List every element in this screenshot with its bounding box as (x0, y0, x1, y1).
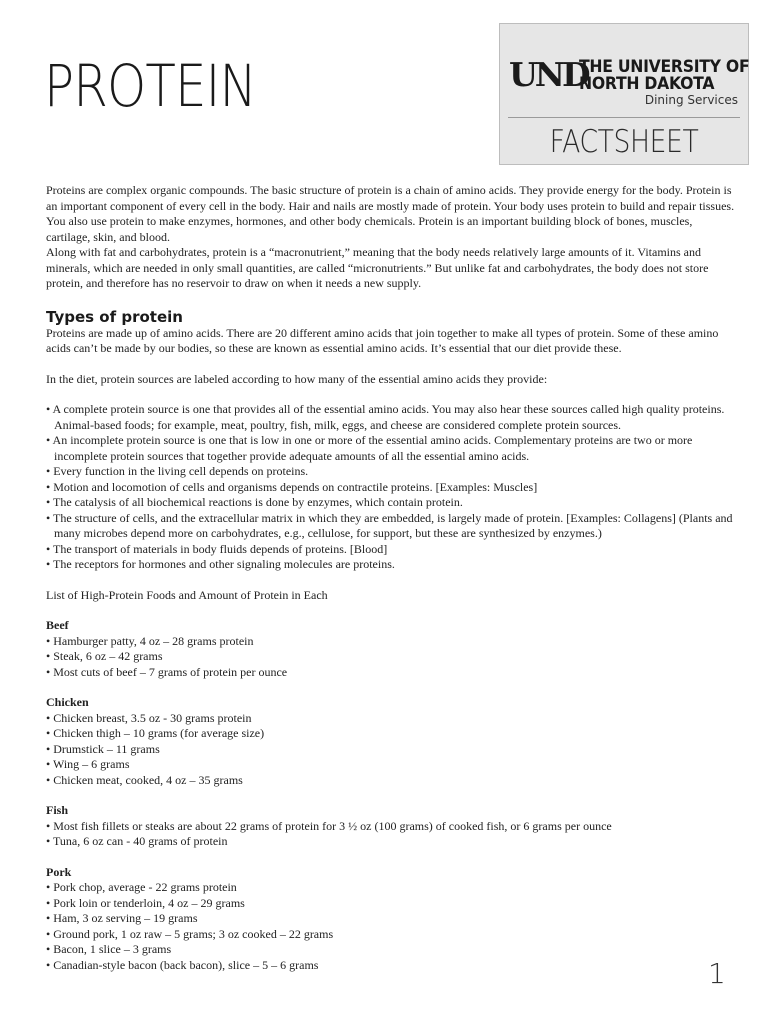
list-item: • Pork chop, average - 22 grams protein (46, 880, 237, 894)
types-paragraph-2: In the diet, protein sources are labeled according to how many of the essential amino acids they provide: (46, 371, 548, 386)
factsheet-label: FACTSHEET (549, 124, 699, 160)
list-item: • Chicken breast, 3.5 oz - 30 grams protein (46, 710, 252, 725)
types-heading: Types of protein (46, 307, 183, 326)
document-body (46, 183, 736, 973)
intro-paragraph-1: Proteins are complex organic compounds. The basic structure of protein is a chain of amino acids. They provide energy for the body. Protein is an important component of every cell in the body. Hair and nails are mostly made of protein. Your body uses protein to build and repair tissues. You also use protein to make enzymes, hormones, and other body chemicals. Protein is an important building block of bones, muscles, cartilage, skin, and blood. (46, 183, 735, 244)
types-bullet: • Motion and locomotion of cells and organisms depends on contractile proteins. [Examples: Muscles] (46, 479, 538, 494)
types-bullet: • The catalysis of all biochemical reactions is done by enzymes, which contain protein. (46, 495, 463, 509)
types-bullet: • The structure of cells, and the extracellular matrix in which they are embedded, is largely made of protein. [Examples: Collagens] (Plants and many microbes depend more on carbohydrates, e.g., cellulose, for support, but these are synthesized by enzymes.) (46, 510, 733, 540)
list-item: • Steak, 6 oz – 42 grams (46, 649, 163, 663)
intro-paragraph-2: Along with fat and carbohydrates, protein is a “macronutrient,” meaning that the body needs relatively large amounts of it. Vitamins and minerals, which are needed in only small quantities, are called “micronutrients.” But unlike fat and carbohydrates, the body does not store protein, and therefore has no reservoir to draw on when it needs a new supply. (46, 245, 709, 290)
und-logo-mark: UND (509, 55, 588, 94)
list-item: • Hamburger patty, 4 oz – 28 grams protein (46, 633, 254, 648)
chicken-heading: Chicken (46, 695, 89, 709)
page-number: 1 (708, 957, 726, 990)
types-bullet: • The receptors for hormones and other signaling molecules are proteins. (46, 557, 395, 571)
list-item: • Drumstick – 11 grams (46, 741, 160, 756)
list-item: • Wing – 6 grams (46, 757, 130, 771)
logo-dining-services: Dining Services (644, 93, 738, 107)
logo-divider (508, 117, 740, 118)
food-list-title: List of High-Protein Foods and Amount of Protein in Each (46, 587, 328, 602)
list-item: • Ham, 3 oz serving – 19 grams (46, 911, 198, 925)
list-item: • Pork loin or tenderloin, 4 oz – 29 grams (46, 895, 245, 910)
page-title: PROTEIN (44, 52, 256, 120)
list-item: • Ground pork, 1 oz raw – 5 grams; 3 oz cooked – 22 grams (46, 926, 334, 941)
types-bullet: • Every function in the living cell depends on proteins. (46, 464, 309, 478)
list-item: • Chicken meat, cooked, 4 oz – 35 grams (46, 772, 243, 787)
list-item: • Tuna, 6 oz can - 40 grams of protein (46, 834, 228, 848)
types-paragraph-1: Proteins are made up of amino acids. There are 20 different amino acids that join together to make all types of protein. Some of these amino acids can’t be made by our bodies, so these are known as essential amino acids. It’s essential that our diet provide these. (46, 325, 719, 355)
beef-heading: Beef (46, 618, 69, 632)
types-bullet: • An incomplete protein source is one that is low in one or more of the essential amino acids. Complementary proteins are two or more incomplete protein sources that together provide adequate amounts of all the essential amino acids. (46, 433, 693, 463)
logo-factsheet-box (499, 23, 749, 165)
pork-heading: Pork (46, 864, 72, 879)
logo-state-line: NORTH DAKOTA (579, 74, 715, 93)
logo-university-line: THE UNIVERSITY OF (579, 57, 750, 76)
types-bullet: • A complete protein source is one that provides all of the essential amino acids. You may also hear these sources called high quality proteins. Animal-based foods; for example, meat, poultry, fish, milk, eggs, and cheese are considered complete protein sources. (46, 402, 725, 432)
list-item: • Most cuts of beef – 7 grams of protein per ounce (46, 664, 288, 679)
list-item: • Most fish fillets or steaks are about 22 grams of protein for 3 ½ oz (100 grams) of cooked fish, or 6 grams per ounce (46, 818, 612, 833)
list-item: • Chicken thigh – 10 grams (for average size) (46, 726, 265, 740)
types-bullet: • The transport of materials in body fluids depends of proteins. [Blood] (46, 541, 388, 556)
list-item: • Canadian-style bacon (back bacon), slice – 5 – 6 grams (46, 957, 319, 972)
list-item: • Bacon, 1 slice – 3 grams (46, 942, 172, 956)
fish-heading: Fish (46, 803, 69, 817)
